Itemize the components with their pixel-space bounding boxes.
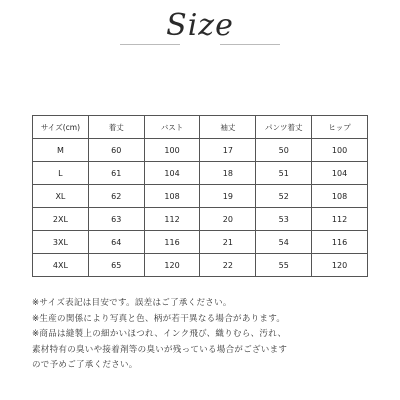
cell-pants-length: 51 bbox=[256, 162, 312, 185]
table-row bbox=[33, 185, 368, 208]
cell-length: 65 bbox=[88, 254, 144, 277]
cell-length: 64 bbox=[88, 231, 144, 254]
table-row bbox=[33, 208, 368, 231]
cell-hip: 100 bbox=[312, 139, 368, 162]
cell-sleeve: 17 bbox=[200, 139, 256, 162]
header-hip: ヒップ bbox=[312, 116, 368, 139]
cell-length: 63 bbox=[88, 208, 144, 231]
cell-hip: 108 bbox=[312, 185, 368, 208]
cell-bust: 104 bbox=[144, 162, 200, 185]
cell-sleeve: 21 bbox=[200, 231, 256, 254]
note-line: ので予めご了承ください。 bbox=[32, 360, 138, 371]
cell-size: 2XL bbox=[33, 208, 89, 231]
size-chart-table bbox=[32, 115, 368, 277]
cell-size: 4XL bbox=[33, 254, 89, 277]
cell-bust: 108 bbox=[144, 185, 200, 208]
header-size: サイズ(cm) bbox=[33, 116, 89, 139]
cell-pants-length: 50 bbox=[256, 139, 312, 162]
page-title: Size bbox=[166, 8, 234, 43]
cell-bust: 112 bbox=[144, 208, 200, 231]
table-row bbox=[33, 162, 368, 185]
cell-size: 3XL bbox=[33, 231, 89, 254]
title-divider bbox=[0, 44, 400, 45]
cell-length: 60 bbox=[88, 139, 144, 162]
cell-hip: 112 bbox=[312, 208, 368, 231]
header-bust: バスト bbox=[144, 116, 200, 139]
cell-pants-length: 54 bbox=[256, 231, 312, 254]
cell-sleeve: 22 bbox=[200, 254, 256, 277]
cell-bust: 116 bbox=[144, 231, 200, 254]
cell-size: XL bbox=[33, 185, 89, 208]
cell-hip: 116 bbox=[312, 231, 368, 254]
note-line: ※商品は縫製上の細かいほつれ、インク飛び、織りむら、汚れ、 bbox=[32, 329, 287, 340]
header-sleeve: 袖丈 bbox=[200, 116, 256, 139]
header-length: 着丈 bbox=[88, 116, 144, 139]
table-header-row bbox=[33, 116, 368, 139]
table-row bbox=[33, 254, 368, 277]
cell-hip: 120 bbox=[312, 254, 368, 277]
notes-block bbox=[32, 296, 372, 374]
note-line: ※生産の関係により写真と色、柄が若干異なる場合があります。 bbox=[32, 313, 286, 324]
cell-sleeve: 20 bbox=[200, 208, 256, 231]
cell-sleeve: 19 bbox=[200, 185, 256, 208]
cell-pants-length: 53 bbox=[256, 208, 312, 231]
cell-pants-length: 55 bbox=[256, 254, 312, 277]
cell-length: 62 bbox=[88, 185, 144, 208]
cell-size: M bbox=[33, 139, 89, 162]
cell-pants-length: 52 bbox=[256, 185, 312, 208]
header-pants-length: パンツ着丈 bbox=[256, 116, 312, 139]
cell-bust: 100 bbox=[144, 139, 200, 162]
cell-size: L bbox=[33, 162, 89, 185]
cell-length: 61 bbox=[88, 162, 144, 185]
note-line: 素材特有の臭いや接着剤等の臭いが残っている場合がございます bbox=[32, 344, 288, 355]
cell-hip: 104 bbox=[312, 162, 368, 185]
note-line: ※サイズ表記は目安です。誤差はご了承ください。 bbox=[32, 298, 232, 308]
cell-sleeve: 18 bbox=[200, 162, 256, 185]
table-row bbox=[33, 231, 368, 254]
table-row bbox=[33, 139, 368, 162]
cell-bust: 120 bbox=[144, 254, 200, 277]
